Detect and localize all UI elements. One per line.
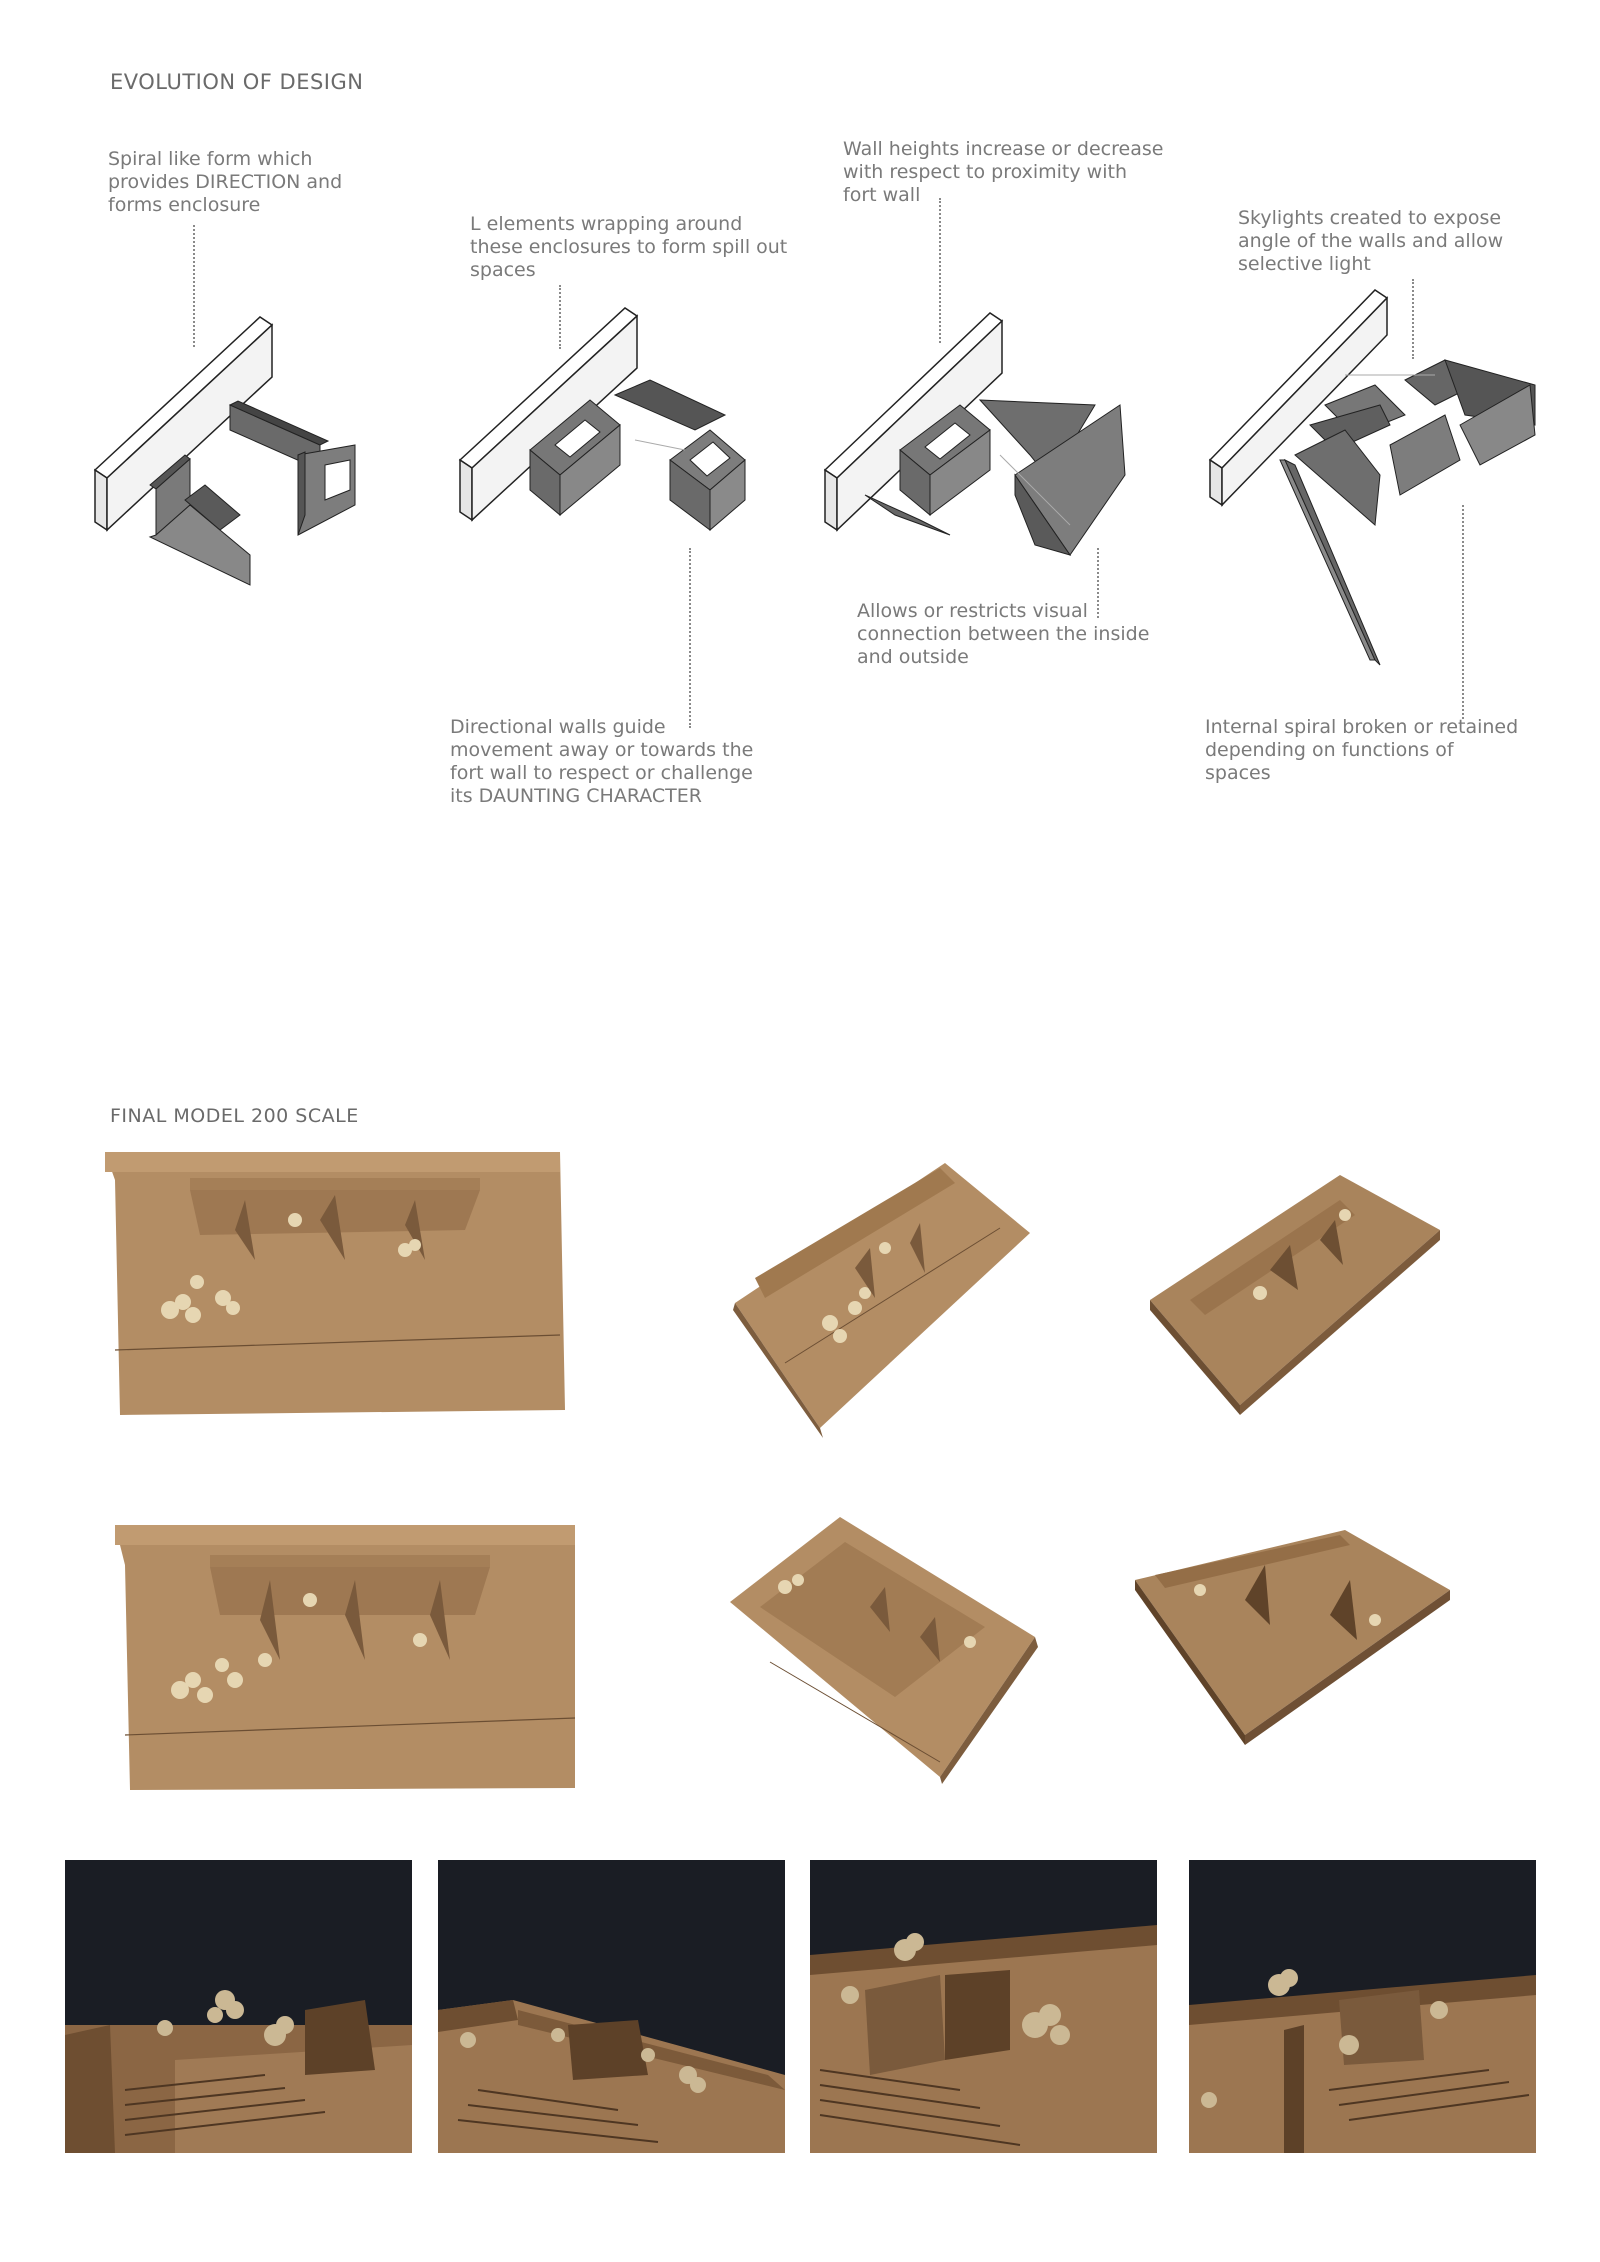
model-photo-top-view-2 [110,1520,580,1795]
evolution-heading: EVOLUTION OF DESIGN [110,70,364,94]
evolution-diagram-3 [820,305,1140,570]
model-photo-isometric-3 [730,1512,1040,1782]
note-wall-heights: Wall heights increase or decrease with respect to proximity with fort wall [843,138,1164,206]
model-photo-perspective [1135,1530,1455,1745]
model-photo-eye-level-1 [65,1860,412,2153]
note-spiral: Spiral like form which provides DIRECTION and forms enclosure [108,148,343,216]
note-l-elements: L elements wrapping around these enclosures to form spill out spaces [470,213,788,281]
note-directional: Directional walls guide movement away or towards the fort wall to respect or challenge its DAUNTING CHARACTER [450,716,754,807]
note-skylights: Skylights created to expose angle of the walls and allow selective light [1238,207,1504,275]
note-visual: Allows or restricts visual connection between the inside and outside [857,600,1150,668]
model-photo-eye-level-2 [438,1860,785,2153]
note-internal: Internal spiral broken or retained depending on functions of spaces [1205,716,1519,784]
evolution-diagram-1 [90,305,380,590]
model-photo-top-view-1 [105,1150,575,1420]
final-model-heading: FINAL MODEL 200 SCALE [110,1105,359,1127]
evolution-diagram-4 [1205,285,1545,670]
model-photo-isometric-2 [1150,1175,1450,1420]
leader-directional [689,548,691,728]
model-photo-isometric-1 [735,1158,1035,1433]
model-photo-eye-level-4 [1189,1860,1536,2153]
model-photo-eye-level-3 [810,1860,1157,2153]
evolution-diagram-2 [455,300,765,560]
